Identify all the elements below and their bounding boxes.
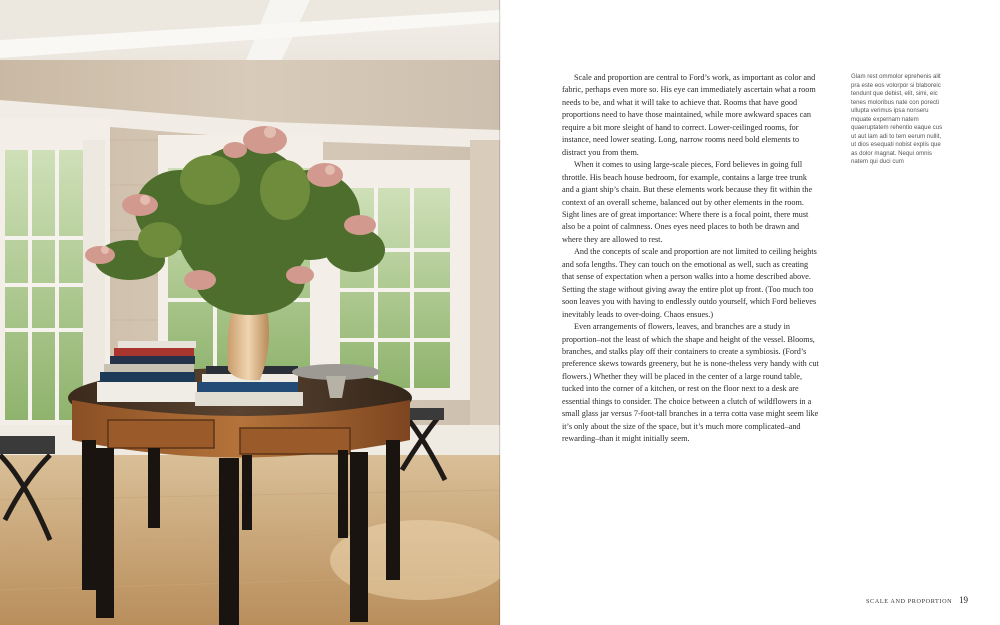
- body-paragraph: And the concepts of scale and proportion are not limited to ceiling heights and sofa lengths. They can touch on the emotional as well, such as creating that sense of expectation when a person walks into a home described above. Setting the stage without giving away the entire plot up front. (Too much too soon leaves you with having to endlessly outdo yourself, which Ford believes inevitably leads to over-doing. Chaos ensues.): [562, 247, 817, 319]
- body-paragraph: Even arrangements of flowers, leaves, and branches are a study in proportion–not the least of which the shape and height of the vessel. Blooms, branches, and stalks play off their containers to create a symbiosis. (Ford’s preference skews towards greenery, but he is none-theless very handy with cut flowers.) Whether they will be placed in the center of a large round table, tucked into the corner of a kitchen, or rest on the floor next to a desk are essential things to consider. The choice between a clutch of wildflowers in a small glass jar versus 7-foot-tall branches in a terra cotta vase might seem like it’s only about the size of the space, but it’s much more complicated–and rewarding–than it might initially seem.: [562, 322, 819, 444]
- sidebar-caption-text: Glam rest ommolor eprehenis alit pra este eos volorpor si blaboreic tendunt que debist, elit, simi, eic tenes moloribus nate con porecti ullupta verimus ipsa nonseru mquate expernam natem quaeruptatem rehentio eaque cus ut aut lam adi to tem eerum nullit, ut dios esequati nobist explis que as dolor magnat. Nequi omnis natem qui duci cum: [851, 73, 943, 165]
- body-text: [562, 72, 820, 446]
- sidebar-caption: [851, 73, 943, 167]
- body-paragraph: When it comes to using large-scale pieces, Ford believes in going full throttle. His beach house bedroom, for example, contains a large tree trunk and a giant ship’s chain. But these elements work because they fit within the context of an overall scheme, balanced out by other elements in the room. Sight lines are of great importance: Where there is a focal point, there must also be a point of calmness. Ones eyes need places to both be drawn and where they are allowed to rest.: [562, 160, 813, 244]
- page-number: 19: [959, 595, 968, 605]
- body-paragraph: Scale and proportion are central to Ford’s work, as important as color and fabric, perhaps even more so. His eye can immediately ascertain what a room needs to be, and what it will take to achieve that. Rooms that have good proportions need to have those maintained, while more awkward spaces can require a bit more sleight of hand to correct. Lower-ceilinged rooms, for instance, need lower seating. Long, narrow rooms need bold elements to distract you from them.: [562, 73, 816, 157]
- running-title: SCALE AND PROPORTION: [866, 598, 953, 605]
